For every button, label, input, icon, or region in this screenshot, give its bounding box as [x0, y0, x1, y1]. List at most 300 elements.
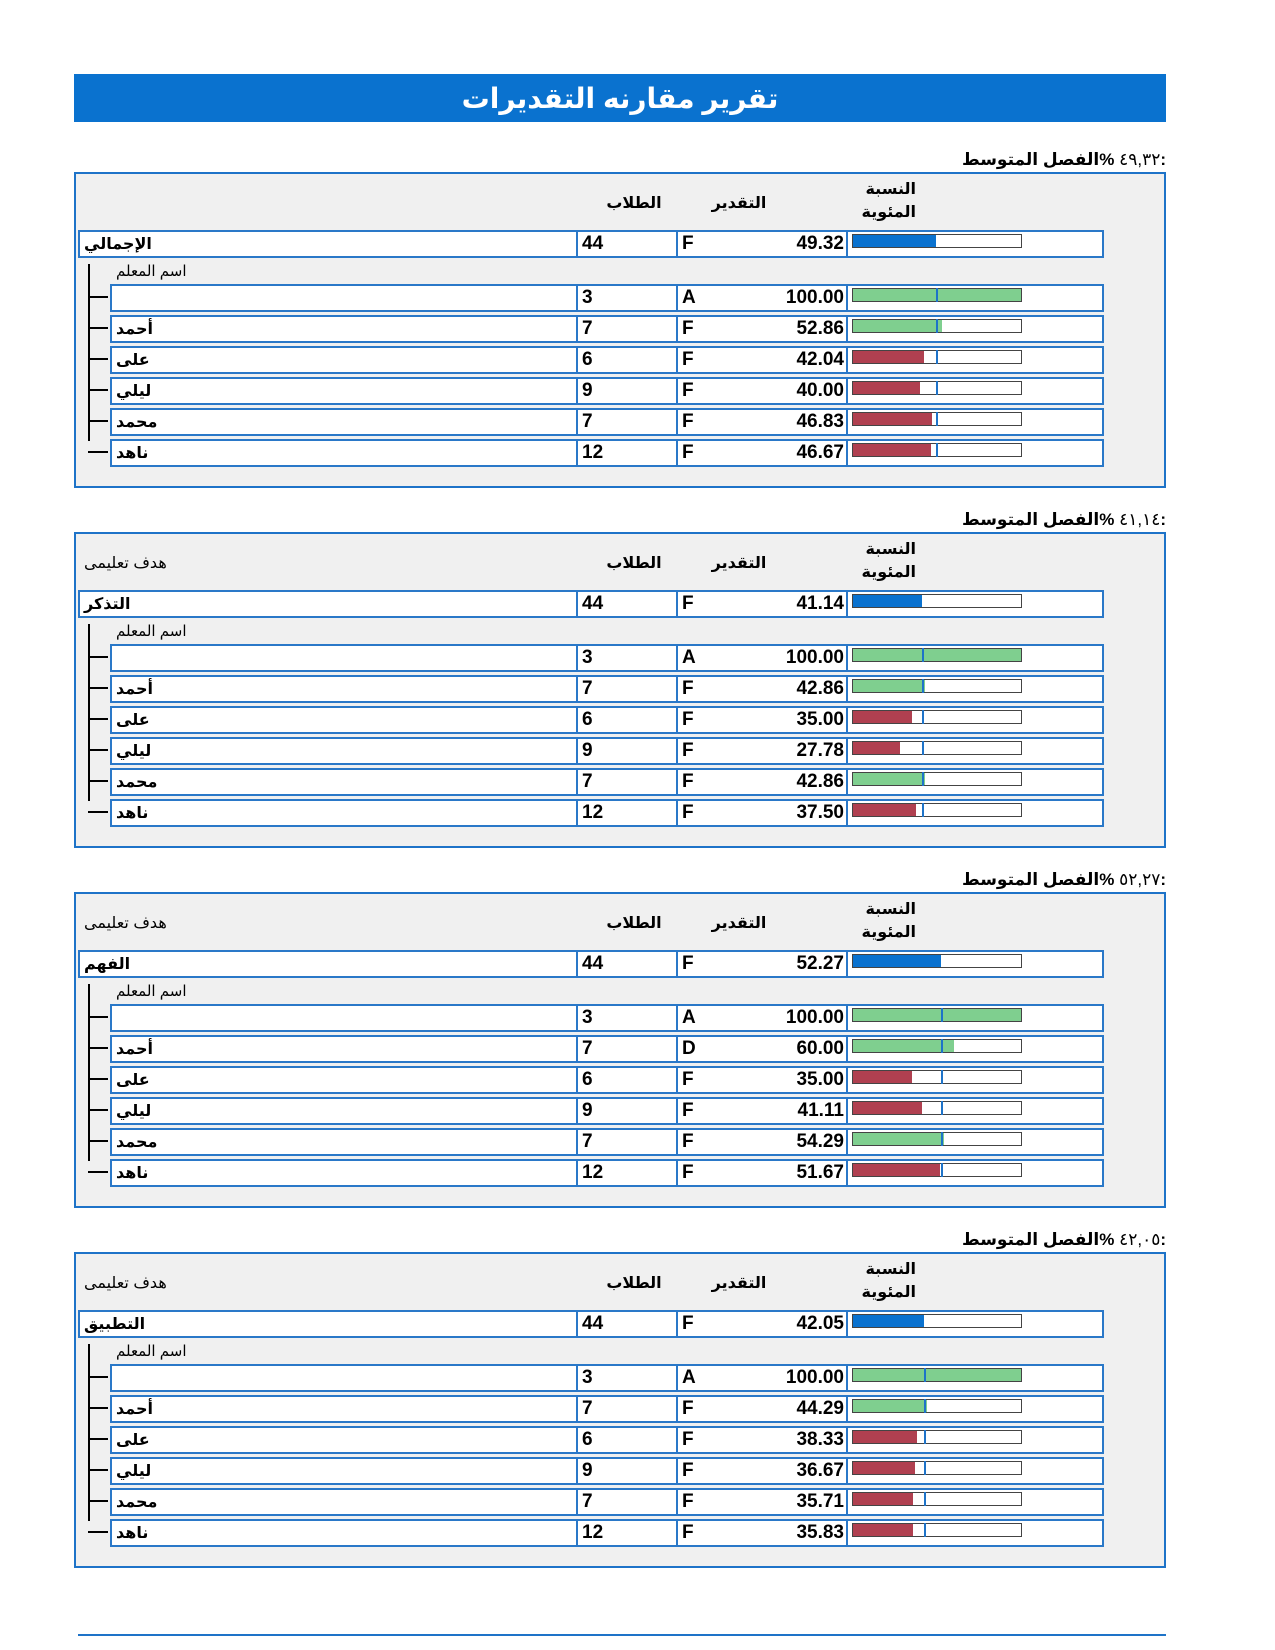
percent-value: 46.83	[796, 411, 844, 432]
column-divider	[676, 1457, 678, 1485]
bar-fill	[853, 351, 924, 363]
percent-value: 38.33	[796, 1429, 844, 1450]
table-header	[76, 894, 1164, 952]
class-average-marker	[941, 1039, 943, 1053]
percent-header	[812, 898, 916, 948]
students-count: 7	[582, 1038, 593, 1059]
class-average-marker	[922, 741, 924, 755]
grade-value: F	[682, 953, 694, 974]
column-divider	[676, 644, 678, 672]
teacher-name: أحمد	[116, 1041, 153, 1058]
teacher-percent-bar	[852, 350, 1022, 364]
column-divider	[846, 706, 848, 734]
teacher-row	[110, 1128, 1104, 1156]
percent-header	[812, 538, 916, 588]
teacher-percent-bar	[852, 1461, 1022, 1475]
class-average-marker	[922, 679, 924, 693]
bar-fill	[853, 680, 925, 692]
column-divider	[846, 1519, 848, 1547]
tree-branch	[88, 1407, 108, 1409]
teacher-name: على	[116, 1432, 150, 1449]
teacher-name: ناهد	[116, 1525, 149, 1542]
tree-branch	[88, 358, 108, 360]
teacher-name-label: اسم المعلم	[116, 263, 187, 280]
percent-value: 46.67	[796, 442, 844, 463]
class-average-marker	[922, 772, 924, 786]
grade-value: F	[682, 771, 694, 792]
column-divider	[576, 1488, 578, 1516]
grade-value: F	[682, 442, 694, 463]
bar-fill	[853, 1040, 954, 1052]
students-count: 7	[582, 1131, 593, 1152]
students-header: الطلاب	[606, 915, 662, 932]
grade-value: F	[682, 1491, 694, 1512]
bar-fill	[853, 1071, 912, 1083]
column-divider	[576, 675, 578, 703]
section-table	[74, 532, 1166, 848]
column-divider	[676, 377, 678, 405]
column-divider	[576, 706, 578, 734]
bar-fill	[853, 1462, 915, 1474]
students-count: 12	[582, 802, 604, 823]
students-count: 7	[582, 771, 593, 792]
column-divider	[846, 284, 848, 312]
column-divider	[576, 1128, 578, 1156]
teacher-row	[110, 1488, 1104, 1516]
class-average	[962, 870, 1166, 892]
class-average	[962, 1230, 1166, 1252]
grade-section	[74, 1230, 1166, 1570]
group-label: هدف تعليمى	[84, 915, 167, 932]
bar-fill	[853, 320, 942, 332]
column-divider	[676, 950, 678, 978]
class-average-marker	[924, 1461, 926, 1475]
total-row	[78, 1310, 1104, 1338]
grade-header: التقدير	[711, 555, 767, 572]
percent-value: 35.00	[796, 709, 844, 730]
column-divider	[676, 1097, 678, 1125]
teacher-percent-bar	[852, 1070, 1022, 1084]
class-average-marker	[936, 381, 938, 395]
tree-branch	[88, 656, 108, 658]
teacher-name: على	[116, 352, 150, 369]
students-count: 7	[582, 678, 593, 699]
grade-value: F	[682, 802, 694, 823]
bar-fill	[853, 1102, 922, 1114]
bar-fill	[853, 413, 932, 425]
table-header	[76, 534, 1164, 592]
column-divider	[846, 346, 848, 374]
column-divider	[676, 590, 678, 618]
class-average-marker	[936, 319, 938, 333]
column-divider	[846, 1426, 848, 1454]
teacher-name: ليلي	[116, 1463, 152, 1480]
teacher-percent-bar	[852, 1368, 1022, 1382]
students-count: 6	[582, 1069, 593, 1090]
students-count: 7	[582, 1398, 593, 1419]
bar-fill	[853, 1133, 944, 1145]
teacher-row	[110, 1364, 1104, 1392]
column-divider	[846, 1488, 848, 1516]
column-divider	[576, 1035, 578, 1063]
tree-branch	[88, 1171, 108, 1173]
grade-value: F	[682, 678, 694, 699]
column-divider	[676, 1426, 678, 1454]
bar-fill	[853, 595, 922, 607]
bar-fill	[853, 742, 900, 754]
column-divider	[576, 950, 578, 978]
class-average-marker	[924, 1492, 926, 1506]
students-count: 44	[582, 233, 604, 254]
column-divider	[846, 1364, 848, 1392]
column-divider	[676, 408, 678, 436]
percent-header-line1: النسبة	[865, 541, 916, 558]
column-divider	[576, 377, 578, 405]
column-divider	[676, 1035, 678, 1063]
teacher-name	[112, 286, 116, 310]
bar-fill	[853, 1369, 1021, 1381]
teacher-name-label: اسم المعلم	[116, 1343, 187, 1360]
grade-value: F	[682, 411, 694, 432]
grade-value: F	[682, 1162, 694, 1183]
students-count: 44	[582, 1313, 604, 1334]
teacher-name	[112, 646, 116, 670]
column-divider	[676, 1364, 678, 1392]
grade-section	[74, 870, 1166, 1210]
column-divider	[846, 950, 848, 978]
teacher-row	[110, 377, 1104, 405]
teacher-name: محمد	[116, 1134, 158, 1151]
class-average-value: ٤٩,٣٢	[1119, 150, 1161, 169]
teacher-name: محمد	[116, 414, 158, 431]
percent-value: 41.14	[796, 593, 844, 614]
total-percent-bar	[852, 1314, 1022, 1328]
class-average-value: ٤١,١٤	[1119, 510, 1161, 529]
column-divider	[576, 1426, 578, 1454]
teacher-name	[112, 1006, 116, 1030]
total-name: التطبيق	[84, 1316, 146, 1333]
section-table	[74, 892, 1166, 1208]
column-divider	[676, 1395, 678, 1423]
students-header: الطلاب	[606, 1275, 662, 1292]
class-average-marker	[941, 1008, 943, 1022]
teacher-percent-bar	[852, 1101, 1022, 1115]
column-divider	[846, 439, 848, 467]
group-label: هدف تعليمى	[84, 555, 167, 572]
class-average-label: %الفصل المتوسط:	[962, 510, 1166, 529]
students-count: 7	[582, 411, 593, 432]
column-divider	[676, 439, 678, 467]
class-average	[962, 150, 1166, 172]
class-average-label: %الفصل المتوسط:	[962, 1230, 1166, 1249]
percent-value: 35.83	[796, 1522, 844, 1543]
column-divider	[676, 315, 678, 343]
total-row	[78, 950, 1104, 978]
students-count: 9	[582, 1100, 593, 1121]
teacher-row	[110, 1097, 1104, 1125]
students-header: الطلاب	[606, 195, 662, 212]
grade-value: F	[682, 1313, 694, 1334]
section-table	[74, 1252, 1166, 1568]
teacher-percent-bar	[852, 1008, 1022, 1022]
bar-fill	[853, 1524, 913, 1536]
total-row	[78, 590, 1104, 618]
teacher-percent-bar	[852, 710, 1022, 724]
tree-branch	[88, 420, 108, 422]
percent-header-line2: المئوية	[861, 204, 916, 221]
grade-section	[74, 150, 1166, 490]
column-divider	[846, 675, 848, 703]
column-divider	[846, 1457, 848, 1485]
bar-fill	[853, 1400, 927, 1412]
grade-value: F	[682, 1100, 694, 1121]
class-average-marker	[941, 1101, 943, 1115]
grade-value: F	[682, 1069, 694, 1090]
bar-fill	[853, 1493, 913, 1505]
tree-branch	[88, 687, 108, 689]
grade-value: A	[682, 1367, 696, 1388]
class-average-marker	[936, 412, 938, 426]
teacher-percent-bar	[852, 443, 1022, 457]
class-average-marker	[922, 648, 924, 662]
column-divider	[576, 1310, 578, 1338]
tree-branch	[88, 1016, 108, 1018]
grade-value: F	[682, 318, 694, 339]
teacher-row	[110, 346, 1104, 374]
column-divider	[846, 1159, 848, 1187]
column-divider	[576, 799, 578, 827]
teacher-row	[110, 315, 1104, 343]
percent-value: 100.00	[785, 1007, 844, 1028]
teacher-percent-bar	[852, 1492, 1022, 1506]
total-row	[78, 230, 1104, 258]
column-divider	[576, 1395, 578, 1423]
percent-value: 100.00	[785, 647, 844, 668]
column-divider	[846, 737, 848, 765]
group-label	[84, 174, 284, 232]
report-title: تقرير مقارنه التقديرات	[74, 74, 1166, 122]
column-divider	[676, 737, 678, 765]
bar-fill	[853, 804, 916, 816]
students-count: 3	[582, 1367, 593, 1388]
class-average-value: ٤٢,٠٥	[1119, 1230, 1161, 1249]
tree-branch	[88, 1500, 108, 1502]
teacher-name: ناهد	[116, 1165, 149, 1182]
percent-value: 100.00	[785, 287, 844, 308]
total-percent-bar	[852, 954, 1022, 968]
percent-value: 42.86	[796, 678, 844, 699]
grade-value: F	[682, 1460, 694, 1481]
teacher-row	[110, 799, 1104, 827]
teacher-name: محمد	[116, 774, 158, 791]
column-divider	[576, 1519, 578, 1547]
percent-value: 42.05	[796, 1313, 844, 1334]
teacher-row	[110, 284, 1104, 312]
percent-value: 42.86	[796, 771, 844, 792]
teacher-percent-bar	[852, 288, 1022, 302]
column-divider	[576, 1159, 578, 1187]
column-divider	[846, 377, 848, 405]
class-average-marker	[941, 1163, 943, 1177]
column-divider	[846, 644, 848, 672]
grade-header: التقدير	[711, 1275, 767, 1292]
bar-fill	[853, 444, 931, 456]
class-average-marker	[941, 1132, 943, 1146]
students-count: 12	[582, 1522, 604, 1543]
column-divider	[576, 439, 578, 467]
grade-value: F	[682, 1131, 694, 1152]
teacher-row	[110, 706, 1104, 734]
column-divider	[676, 346, 678, 374]
teacher-row	[110, 768, 1104, 796]
teacher-row	[110, 1395, 1104, 1423]
teacher-row	[110, 675, 1104, 703]
students-count: 44	[582, 953, 604, 974]
teacher-percent-bar	[852, 319, 1022, 333]
bar-fill	[853, 1431, 917, 1443]
students-count: 7	[582, 318, 593, 339]
column-divider	[576, 315, 578, 343]
students-count: 7	[582, 1491, 593, 1512]
grade-value: F	[682, 709, 694, 730]
table-header	[76, 1254, 1164, 1312]
percent-value: 49.32	[796, 233, 844, 254]
bar-fill	[853, 1009, 1021, 1021]
teacher-row	[110, 1159, 1104, 1187]
column-divider	[676, 1128, 678, 1156]
teacher-name: ناهد	[116, 805, 149, 822]
teacher-percent-bar	[852, 1523, 1022, 1537]
tree-branch	[88, 811, 108, 813]
tree-branch	[88, 1376, 108, 1378]
class-average-marker	[936, 350, 938, 364]
teacher-row	[110, 737, 1104, 765]
column-divider	[576, 737, 578, 765]
teacher-name: ليلي	[116, 743, 152, 760]
column-divider	[846, 799, 848, 827]
teacher-row	[110, 1426, 1104, 1454]
teacher-percent-bar	[852, 381, 1022, 395]
teacher-name: محمد	[116, 1494, 158, 1511]
column-divider	[576, 644, 578, 672]
bar-fill	[853, 1164, 940, 1176]
students-count: 6	[582, 349, 593, 370]
grade-value: F	[682, 593, 694, 614]
section-table	[74, 172, 1166, 488]
class-average-marker	[924, 1430, 926, 1444]
percent-value: 52.27	[796, 953, 844, 974]
column-divider	[846, 1097, 848, 1125]
column-divider	[576, 1066, 578, 1094]
tree-branch	[88, 1531, 108, 1533]
tree-branch	[88, 1438, 108, 1440]
teacher-percent-bar	[852, 1039, 1022, 1053]
column-divider	[676, 284, 678, 312]
teacher-percent-bar	[852, 803, 1022, 817]
class-average-marker	[936, 443, 938, 457]
class-average-marker	[922, 803, 924, 817]
teacher-percent-bar	[852, 772, 1022, 786]
teacher-name-label: اسم المعلم	[116, 983, 187, 1000]
grade-value: F	[682, 1429, 694, 1450]
percent-value: 52.86	[796, 318, 844, 339]
teacher-percent-bar	[852, 679, 1022, 693]
class-average-marker	[924, 1399, 926, 1413]
students-count: 3	[582, 647, 593, 668]
percent-value: 42.04	[796, 349, 844, 370]
column-divider	[676, 1519, 678, 1547]
teacher-percent-bar	[852, 648, 1022, 662]
tree-connector	[88, 1344, 90, 1521]
tree-branch	[88, 780, 108, 782]
students-count: 3	[582, 287, 593, 308]
class-average-marker	[922, 710, 924, 724]
grade-value: F	[682, 349, 694, 370]
bar-fill	[853, 235, 936, 247]
bar-fill	[853, 955, 941, 967]
class-average-value: ٥٢,٢٧	[1119, 870, 1161, 889]
percent-value: 60.00	[796, 1038, 844, 1059]
tree-branch	[88, 718, 108, 720]
column-divider	[576, 284, 578, 312]
tree-branch	[88, 1109, 108, 1111]
grade-value: F	[682, 233, 694, 254]
column-divider	[576, 1097, 578, 1125]
students-count: 44	[582, 593, 604, 614]
students-header: الطلاب	[606, 555, 662, 572]
percent-header-line2: المئوية	[861, 924, 916, 941]
bar-fill	[853, 1315, 924, 1327]
column-divider	[846, 408, 848, 436]
column-divider	[676, 768, 678, 796]
teacher-row	[110, 1457, 1104, 1485]
teacher-row	[110, 1066, 1104, 1094]
percent-value: 36.67	[796, 1460, 844, 1481]
class-average-marker	[924, 1368, 926, 1382]
column-divider	[846, 590, 848, 618]
column-divider	[676, 1004, 678, 1032]
column-divider	[576, 1004, 578, 1032]
grade-value: F	[682, 1398, 694, 1419]
percent-value: 35.00	[796, 1069, 844, 1090]
percent-value: 35.71	[796, 1491, 844, 1512]
tree-branch	[88, 1047, 108, 1049]
tree-branch	[88, 1078, 108, 1080]
students-count: 3	[582, 1007, 593, 1028]
column-divider	[676, 230, 678, 258]
table-header	[76, 174, 1164, 232]
total-name: الفهم	[84, 956, 131, 973]
teacher-name: ليلي	[116, 383, 152, 400]
column-divider	[576, 590, 578, 618]
percent-value: 37.50	[796, 802, 844, 823]
grade-header: التقدير	[711, 915, 767, 932]
bar-fill	[853, 773, 925, 785]
percent-value: 51.67	[796, 1162, 844, 1183]
class-average-marker	[924, 1523, 926, 1537]
teacher-row	[110, 644, 1104, 672]
class-average-marker	[941, 1070, 943, 1084]
bar-fill	[853, 711, 912, 723]
percent-header-line1: النسبة	[865, 901, 916, 918]
tree-branch	[88, 451, 108, 453]
percent-value: 44.29	[796, 1398, 844, 1419]
grade-value: A	[682, 287, 696, 308]
teacher-row	[110, 1519, 1104, 1547]
teacher-percent-bar	[852, 741, 1022, 755]
total-name: التذكر	[84, 596, 131, 613]
percent-value: 41.11	[797, 1100, 844, 1121]
